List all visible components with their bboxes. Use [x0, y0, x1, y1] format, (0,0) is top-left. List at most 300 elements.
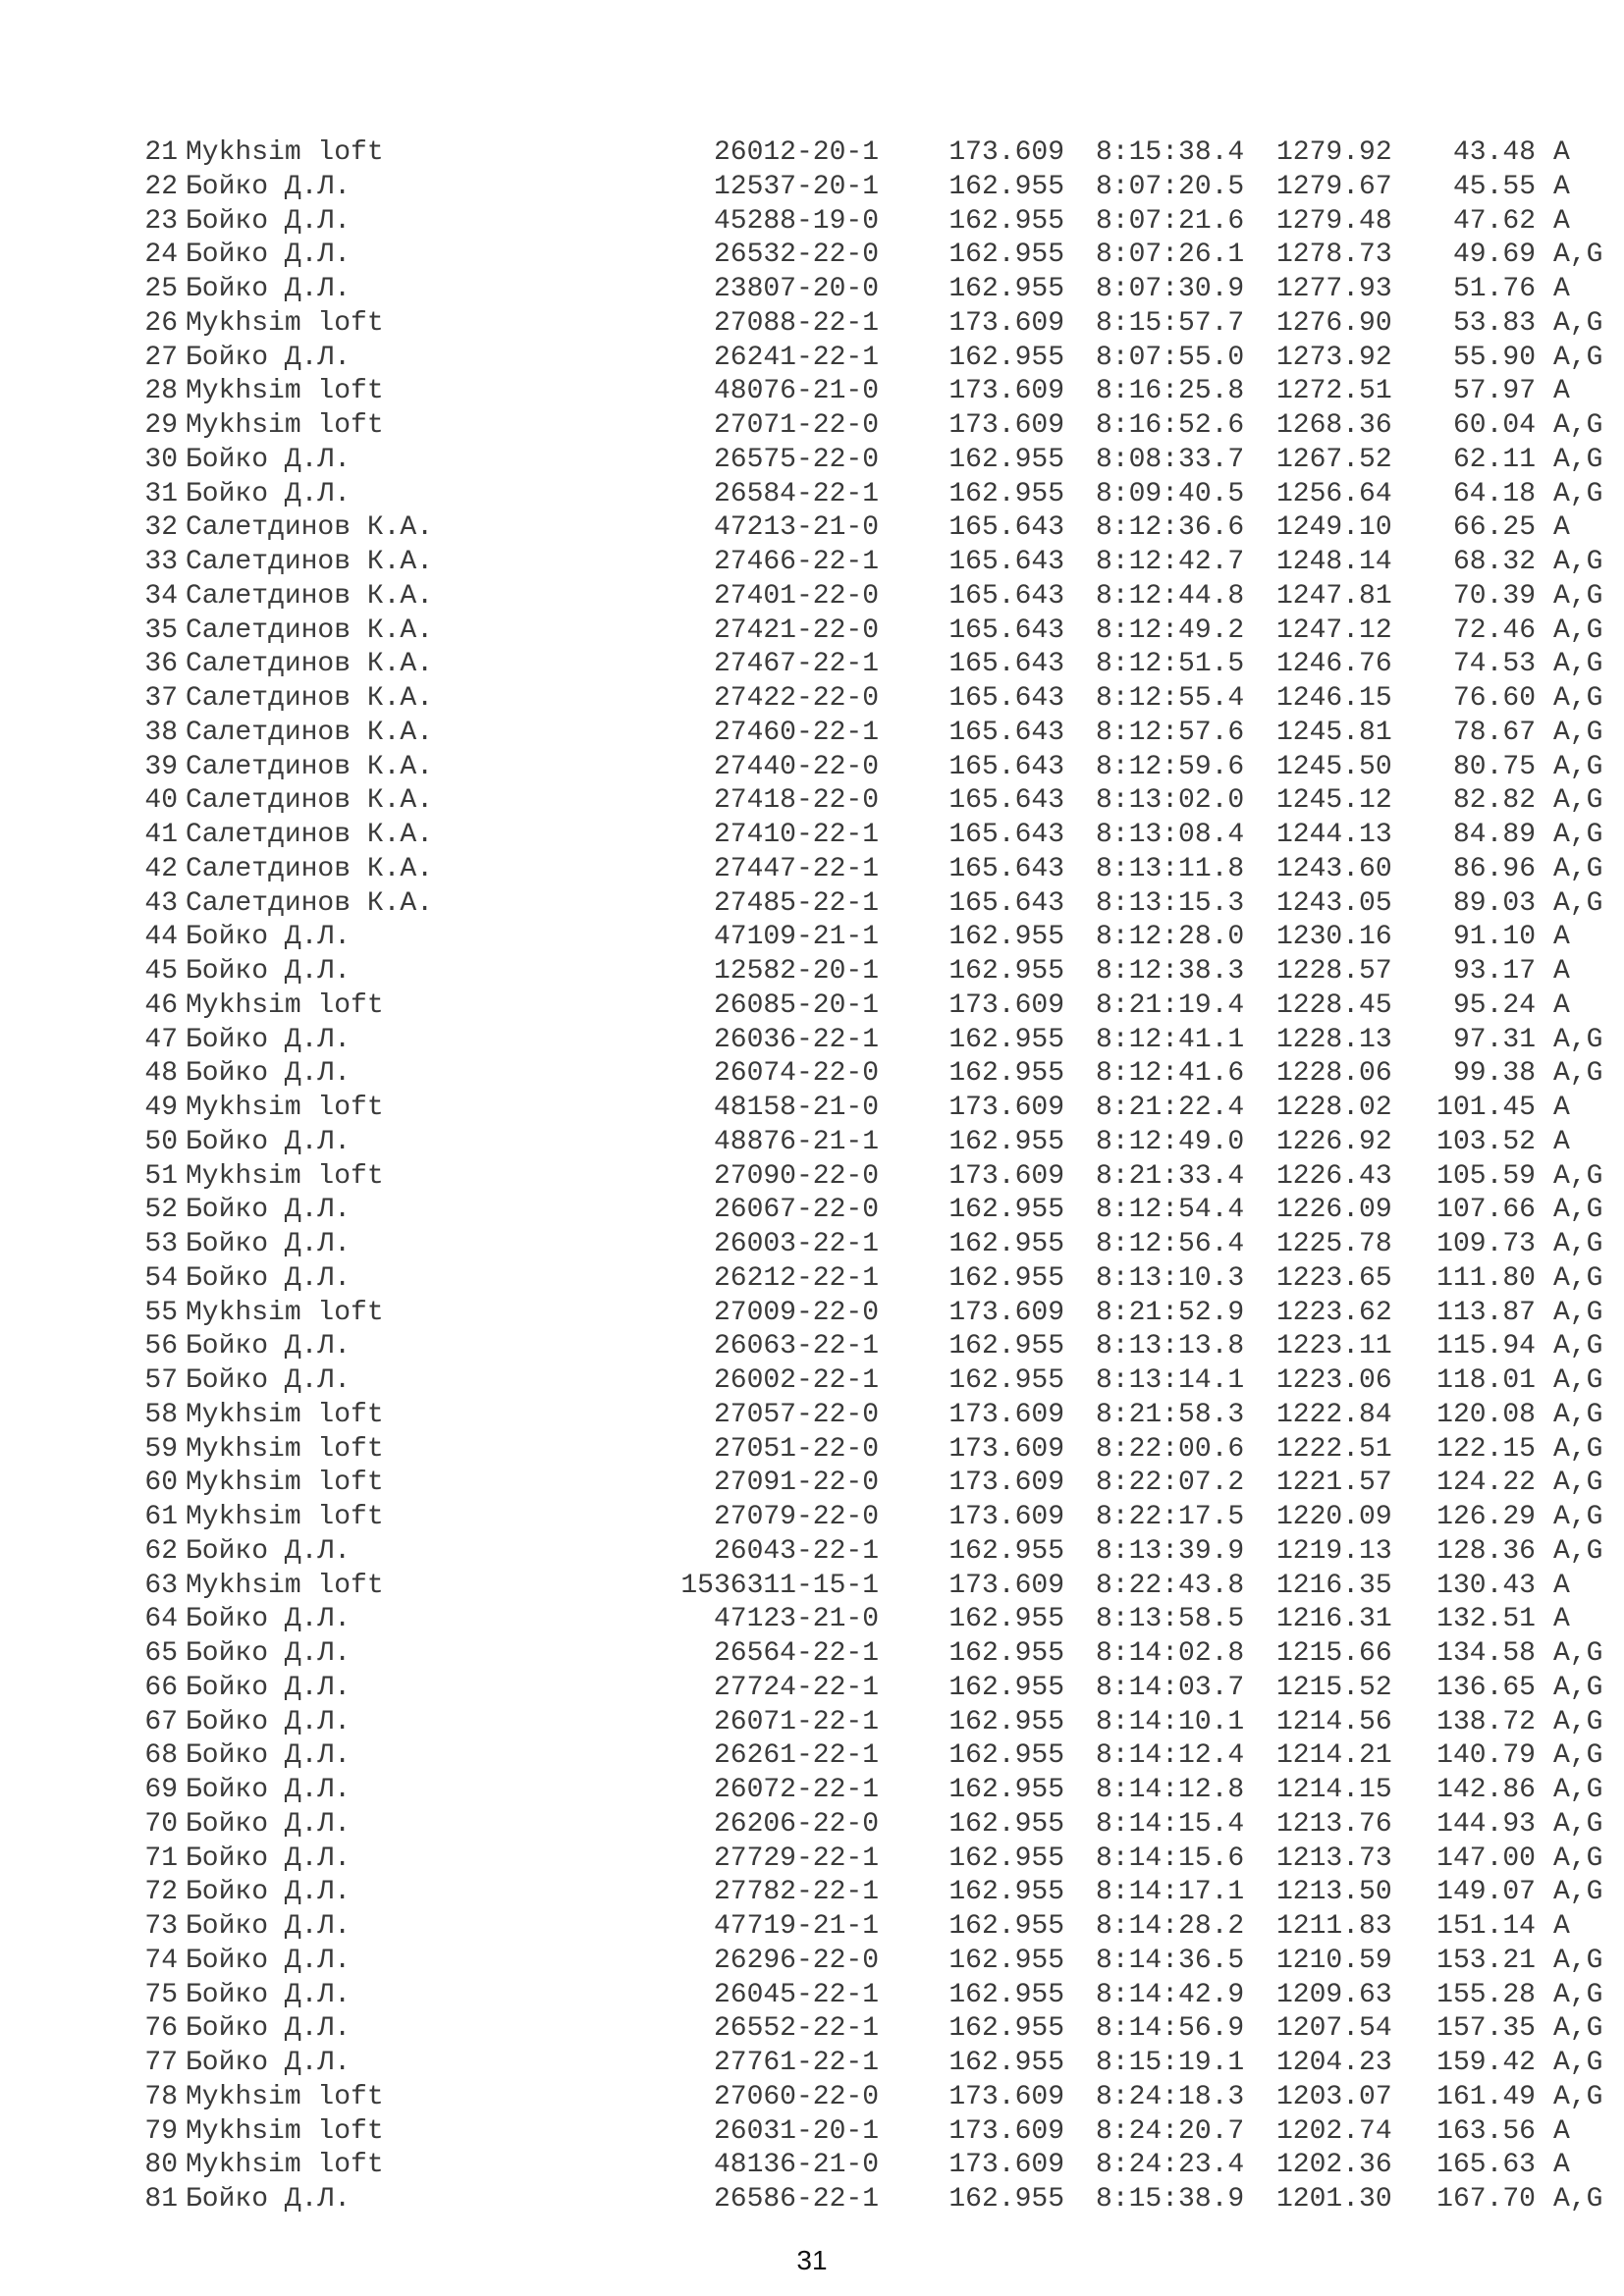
distance-cell: 162.955 — [948, 342, 1064, 373]
fancier-cell: Бойко Д.Л. — [186, 1877, 352, 1908]
fancier-cell: Бойко Д.Л. — [186, 2048, 352, 2078]
ring-cell: 26043-22-1 — [713, 1535, 879, 1567]
place-cell: 57 — [144, 1365, 178, 1396]
table-row — [131, 989, 1570, 1024]
flags-cell: A — [1553, 922, 1570, 953]
speed-cell: 1248.14 — [1276, 547, 1392, 577]
flags-cell: A,G — [1553, 717, 1603, 748]
fancier-cell: Бойко Д.Л. — [186, 1775, 352, 1805]
arrival-time-cell: 8:22:17.5 — [1096, 1502, 1245, 1532]
points-cell: 153.21 — [1436, 1945, 1536, 1976]
place-cell: 70 — [144, 1808, 178, 1840]
ring-cell: 27009-22-0 — [713, 1297, 879, 1328]
distance-cell: 162.955 — [948, 1672, 1064, 1703]
table-row — [131, 1876, 1603, 1910]
place-cell: 77 — [144, 2048, 178, 2078]
distance-cell: 162.955 — [948, 1195, 1064, 1226]
ring-cell: 27761-22-1 — [713, 2048, 879, 2078]
table-row — [131, 444, 1603, 478]
ring-cell: 27057-22-0 — [713, 1399, 879, 1430]
place-cell: 51 — [144, 1160, 178, 1192]
place-cell: 61 — [144, 1502, 178, 1532]
speed-cell: 1225.78 — [1276, 1229, 1392, 1259]
points-cell: 86.96 — [1452, 853, 1536, 884]
ring-cell: 26036-22-1 — [713, 1024, 879, 1055]
flags-cell: A,G — [1553, 1706, 1603, 1737]
arrival-time-cell: 8:22:07.2 — [1096, 1468, 1245, 1499]
distance-cell: 173.609 — [948, 1399, 1064, 1430]
ring-cell: 26532-22-0 — [713, 240, 879, 271]
fancier-cell: Бойко Д.Л. — [186, 2013, 352, 2045]
place-cell: 37 — [144, 683, 178, 714]
arrival-time-cell: 8:07:55.0 — [1096, 342, 1245, 373]
place-cell: 30 — [144, 444, 178, 475]
place-cell: 71 — [144, 1842, 178, 1874]
flags-cell: A,G — [1553, 1638, 1603, 1669]
speed-cell: 1244.13 — [1276, 820, 1392, 850]
arrival-time-cell: 8:14:03.7 — [1096, 1672, 1245, 1703]
distance-cell: 162.955 — [948, 1024, 1064, 1055]
place-cell: 25 — [144, 274, 178, 304]
points-cell: 97.31 — [1452, 1024, 1536, 1055]
speed-cell: 1221.57 — [1276, 1468, 1392, 1499]
flags-cell: A — [1553, 512, 1570, 544]
points-cell: 126.29 — [1436, 1502, 1536, 1532]
points-cell: 45.55 — [1452, 171, 1536, 202]
distance-cell: 162.955 — [948, 1365, 1064, 1396]
arrival-time-cell: 8:12:59.6 — [1096, 751, 1245, 782]
table-row — [131, 1297, 1603, 1331]
table-row — [131, 511, 1570, 546]
distance-cell: 162.955 — [948, 1775, 1064, 1805]
fancier-cell: Салетдинов К.А. — [186, 547, 434, 577]
place-cell: 66 — [144, 1672, 178, 1703]
table-row — [131, 648, 1603, 682]
distance-cell: 173.609 — [948, 1433, 1064, 1465]
points-cell: 136.65 — [1436, 1672, 1536, 1703]
arrival-time-cell: 8:14:02.8 — [1096, 1638, 1245, 1669]
ring-cell: 27460-22-1 — [713, 717, 879, 748]
flags-cell: A,G — [1553, 1058, 1603, 1090]
distance-cell: 162.955 — [948, 2013, 1064, 2045]
page-number: 31 — [796, 2245, 828, 2275]
fancier-cell: Mykhsim loft — [186, 1570, 384, 1601]
place-cell: 60 — [144, 1468, 178, 1499]
points-cell: 95.24 — [1452, 989, 1536, 1021]
distance-cell: 173.609 — [948, 1502, 1064, 1532]
table-row — [131, 171, 1570, 205]
ring-cell: 26085-20-1 — [713, 989, 879, 1021]
place-cell: 40 — [144, 785, 178, 817]
distance-cell: 165.643 — [948, 887, 1064, 919]
speed-cell: 1202.74 — [1276, 2115, 1392, 2147]
fancier-cell: Бойко Д.Л. — [186, 1126, 352, 1157]
distance-cell: 165.643 — [948, 512, 1064, 544]
distance-cell: 162.955 — [948, 2048, 1064, 2078]
place-cell: 79 — [144, 2115, 178, 2147]
table-row — [131, 1637, 1603, 1672]
place-cell: 53 — [144, 1229, 178, 1259]
distance-cell: 173.609 — [948, 1297, 1064, 1328]
place-cell: 63 — [144, 1570, 178, 1601]
flags-cell: A,G — [1553, 1433, 1603, 1465]
arrival-time-cell: 8:09:40.5 — [1096, 478, 1245, 509]
speed-cell: 1223.06 — [1276, 1365, 1392, 1396]
ring-cell: 27724-22-1 — [713, 1672, 879, 1703]
ring-cell: 12537-20-1 — [713, 171, 879, 202]
distance-cell: 162.955 — [948, 274, 1064, 304]
ring-cell: 27421-22-0 — [713, 614, 879, 646]
distance-cell: 162.955 — [948, 922, 1064, 953]
fancier-cell: Бойко Д.Л. — [186, 1945, 352, 1976]
fancier-cell: Бойко Д.Л. — [186, 1842, 352, 1874]
speed-cell: 1247.81 — [1276, 580, 1392, 612]
fancier-cell: Mykhsim loft — [186, 1093, 384, 1123]
arrival-time-cell: 8:24:20.7 — [1096, 2115, 1245, 2147]
points-cell: 105.59 — [1436, 1160, 1536, 1192]
points-cell: 109.73 — [1436, 1229, 1536, 1259]
table-row — [131, 1672, 1603, 1706]
points-cell: 57.97 — [1452, 376, 1536, 407]
points-cell: 144.93 — [1436, 1808, 1536, 1840]
arrival-time-cell: 8:14:17.1 — [1096, 1877, 1245, 1908]
place-cell: 27 — [144, 342, 178, 373]
flags-cell: A,G — [1553, 547, 1603, 577]
place-cell: 76 — [144, 2013, 178, 2045]
table-row — [131, 2149, 1570, 2183]
flags-cell: A,G — [1553, 478, 1603, 509]
arrival-time-cell: 8:12:56.4 — [1096, 1229, 1245, 1259]
points-cell: 43.48 — [1452, 137, 1536, 168]
distance-cell: 162.955 — [948, 1808, 1064, 1840]
table-row — [131, 955, 1570, 989]
table-row — [131, 751, 1603, 785]
arrival-time-cell: 8:15:38.9 — [1096, 2184, 1245, 2215]
place-cell: 56 — [144, 1331, 178, 1362]
ring-cell: 27079-22-0 — [713, 1502, 879, 1532]
arrival-time-cell: 8:14:12.4 — [1096, 1740, 1245, 1772]
table-row — [131, 1739, 1603, 1774]
flags-cell: A,G — [1553, 1535, 1603, 1567]
arrival-time-cell: 8:07:20.5 — [1096, 171, 1245, 202]
fancier-cell: Салетдинов К.А. — [186, 820, 434, 850]
arrival-time-cell: 8:21:58.3 — [1096, 1399, 1245, 1430]
speed-cell: 1226.92 — [1276, 1126, 1392, 1157]
points-cell: 62.11 — [1452, 444, 1536, 475]
place-cell: 81 — [144, 2184, 178, 2215]
flags-cell: A — [1553, 989, 1570, 1021]
place-cell: 23 — [144, 205, 178, 237]
flags-cell: A,G — [1553, 1468, 1603, 1499]
distance-cell: 173.609 — [948, 376, 1064, 407]
ring-cell: 48158-21-0 — [713, 1093, 879, 1123]
speed-cell: 1226.43 — [1276, 1160, 1392, 1192]
points-cell: 49.69 — [1452, 240, 1536, 271]
flags-cell: A — [1553, 956, 1570, 987]
distance-cell: 162.955 — [948, 1706, 1064, 1737]
place-cell: 72 — [144, 1877, 178, 1908]
flags-cell: A,G — [1553, 853, 1603, 884]
points-cell: 68.32 — [1452, 547, 1536, 577]
table-row — [131, 1570, 1570, 1604]
table-row — [131, 1160, 1603, 1195]
distance-cell: 173.609 — [948, 137, 1064, 168]
flags-cell: A,G — [1553, 1842, 1603, 1874]
arrival-time-cell: 8:08:33.7 — [1096, 444, 1245, 475]
speed-cell: 1213.50 — [1276, 1877, 1392, 1908]
fancier-cell: Бойко Д.Л. — [186, 1979, 352, 2010]
table-row — [131, 375, 1570, 409]
fancier-cell: Бойко Д.Л. — [186, 1808, 352, 1840]
ring-cell: 48076-21-0 — [713, 376, 879, 407]
place-cell: 39 — [144, 751, 178, 782]
place-cell: 46 — [144, 989, 178, 1021]
arrival-time-cell: 8:07:21.6 — [1096, 205, 1245, 237]
ring-cell: 26063-22-1 — [713, 1331, 879, 1362]
points-cell: 101.45 — [1436, 1093, 1536, 1123]
points-cell: 130.43 — [1436, 1570, 1536, 1601]
flags-cell: A — [1553, 1126, 1570, 1157]
place-cell: 54 — [144, 1262, 178, 1294]
place-cell: 73 — [144, 1911, 178, 1942]
speed-cell: 1245.81 — [1276, 717, 1392, 748]
fancier-cell: Бойко Д.Л. — [186, 342, 352, 373]
fancier-cell: Mykhsim loft — [186, 1399, 384, 1430]
fancier-cell: Mykhsim loft — [186, 1297, 384, 1328]
distance-cell: 162.955 — [948, 1262, 1064, 1294]
ring-cell: 27091-22-0 — [713, 1468, 879, 1499]
speed-cell: 1256.64 — [1276, 478, 1392, 509]
speed-cell: 1216.31 — [1276, 1604, 1392, 1635]
arrival-time-cell: 8:13:58.5 — [1096, 1604, 1245, 1635]
points-cell: 122.15 — [1436, 1433, 1536, 1465]
place-cell: 55 — [144, 1297, 178, 1328]
flags-cell: A,G — [1553, 1365, 1603, 1396]
points-cell: 47.62 — [1452, 205, 1536, 237]
speed-cell: 1220.09 — [1276, 1502, 1392, 1532]
ring-cell: 27447-22-1 — [713, 853, 879, 884]
table-row — [131, 1057, 1603, 1092]
arrival-time-cell: 8:12:55.4 — [1096, 683, 1245, 714]
points-cell: 111.80 — [1436, 1262, 1536, 1294]
speed-cell: 1214.56 — [1276, 1706, 1392, 1737]
arrival-time-cell: 8:24:18.3 — [1096, 2081, 1245, 2112]
flags-cell: A,G — [1553, 1502, 1603, 1532]
points-cell: 159.42 — [1436, 2048, 1536, 2078]
fancier-cell: Mykhsim loft — [186, 2081, 384, 2112]
speed-cell: 1209.63 — [1276, 1979, 1392, 2010]
speed-cell: 1245.12 — [1276, 785, 1392, 817]
distance-cell: 173.609 — [948, 1468, 1064, 1499]
arrival-time-cell: 8:13:39.9 — [1096, 1535, 1245, 1567]
points-cell: 140.79 — [1436, 1740, 1536, 1772]
distance-cell: 162.955 — [948, 478, 1064, 509]
flags-cell: A,G — [1553, 683, 1603, 714]
fancier-cell: Mykhsim loft — [186, 2150, 384, 2181]
table-row — [131, 580, 1603, 614]
ring-cell: 27060-22-0 — [713, 2081, 879, 2112]
flags-cell: A — [1553, 1093, 1570, 1123]
place-cell: 52 — [144, 1195, 178, 1226]
distance-cell: 165.643 — [948, 683, 1064, 714]
distance-cell: 173.609 — [948, 307, 1064, 339]
distance-cell: 165.643 — [948, 785, 1064, 817]
ring-cell: 48136-21-0 — [713, 2150, 879, 2181]
distance-cell: 165.643 — [948, 580, 1064, 612]
arrival-time-cell: 8:12:28.0 — [1096, 922, 1245, 953]
table-row — [131, 2012, 1603, 2047]
arrival-time-cell: 8:22:43.8 — [1096, 1570, 1245, 1601]
ring-cell: 26564-22-1 — [713, 1638, 879, 1669]
distance-cell: 162.955 — [948, 1911, 1064, 1942]
ring-cell: 26296-22-0 — [713, 1945, 879, 1976]
place-cell: 49 — [144, 1093, 178, 1123]
arrival-time-cell: 8:21:33.4 — [1096, 1160, 1245, 1192]
ring-cell: 26003-22-1 — [713, 1229, 879, 1259]
arrival-time-cell: 8:14:15.4 — [1096, 1808, 1245, 1840]
speed-cell: 1223.62 — [1276, 1297, 1392, 1328]
distance-cell: 165.643 — [948, 649, 1064, 680]
fancier-cell: Бойко Д.Л. — [186, 1058, 352, 1090]
ring-cell: 27090-22-0 — [713, 1160, 879, 1192]
ring-cell: 27051-22-0 — [713, 1433, 879, 1465]
table-row — [131, 1330, 1603, 1364]
place-cell: 45 — [144, 956, 178, 987]
table-row — [131, 1910, 1570, 1945]
flags-cell: A,G — [1553, 1740, 1603, 1772]
fancier-cell: Салетдинов К.А. — [186, 649, 434, 680]
arrival-time-cell: 8:07:30.9 — [1096, 274, 1245, 304]
place-cell: 59 — [144, 1433, 178, 1465]
fancier-cell: Mykhsim loft — [186, 376, 384, 407]
ring-cell: 26241-22-1 — [713, 342, 879, 373]
place-cell: 47 — [144, 1024, 178, 1055]
speed-cell: 1228.13 — [1276, 1024, 1392, 1055]
speed-cell: 1226.09 — [1276, 1195, 1392, 1226]
fancier-cell: Бойко Д.Л. — [186, 478, 352, 509]
flags-cell: A,G — [1553, 785, 1603, 817]
place-cell: 78 — [144, 2081, 178, 2112]
ring-cell: 26012-20-1 — [713, 137, 879, 168]
table-row — [131, 239, 1603, 273]
table-row — [131, 1433, 1603, 1468]
fancier-cell: Салетдинов К.А. — [186, 717, 434, 748]
speed-cell: 1203.07 — [1276, 2081, 1392, 2112]
speed-cell: 1202.36 — [1276, 2150, 1392, 2181]
distance-cell: 162.955 — [948, 1638, 1064, 1669]
arrival-time-cell: 8:13:15.3 — [1096, 887, 1245, 919]
flags-cell: A,G — [1553, 342, 1603, 373]
points-cell: 151.14 — [1436, 1911, 1536, 1942]
ring-cell: 26575-22-0 — [713, 444, 879, 475]
fancier-cell: Бойко Д.Л. — [186, 1706, 352, 1737]
place-cell: 69 — [144, 1775, 178, 1805]
arrival-time-cell: 8:14:12.8 — [1096, 1775, 1245, 1805]
table-row — [131, 1808, 1603, 1842]
fancier-cell: Бойко Д.Л. — [186, 922, 352, 953]
table-row — [131, 1467, 1603, 1501]
flags-cell: A,G — [1553, 1808, 1603, 1840]
speed-cell: 1211.83 — [1276, 1911, 1392, 1942]
table-row — [131, 2115, 1570, 2150]
table-row — [131, 1364, 1603, 1399]
arrival-time-cell: 8:12:41.6 — [1096, 1058, 1245, 1090]
table-row — [131, 1945, 1603, 1979]
distance-cell: 173.609 — [948, 2081, 1064, 2112]
flags-cell: A — [1553, 137, 1570, 168]
speed-cell: 1228.02 — [1276, 1093, 1392, 1123]
arrival-time-cell: 8:12:49.2 — [1096, 614, 1245, 646]
flags-cell: A,G — [1553, 410, 1603, 441]
flags-cell: A,G — [1553, 1979, 1603, 2010]
arrival-time-cell: 8:16:52.6 — [1096, 410, 1245, 441]
speed-cell: 1230.16 — [1276, 922, 1392, 953]
speed-cell: 1243.05 — [1276, 887, 1392, 919]
arrival-time-cell: 8:21:52.9 — [1096, 1297, 1245, 1328]
fancier-cell: Салетдинов К.А. — [186, 887, 434, 919]
ring-cell: 27467-22-1 — [713, 649, 879, 680]
ring-cell: 26212-22-1 — [713, 1262, 879, 1294]
arrival-time-cell: 8:12:42.7 — [1096, 547, 1245, 577]
flags-cell: A,G — [1553, 1262, 1603, 1294]
place-cell: 43 — [144, 887, 178, 919]
points-cell: 89.03 — [1452, 887, 1536, 919]
points-cell: 138.72 — [1436, 1706, 1536, 1737]
distance-cell: 173.609 — [948, 989, 1064, 1021]
ring-cell: 47123-21-0 — [713, 1604, 879, 1635]
flags-cell: A,G — [1553, 1399, 1603, 1430]
fancier-cell: Mykhsim loft — [186, 307, 384, 339]
ring-cell: 26071-22-1 — [713, 1706, 879, 1737]
table-row — [131, 853, 1603, 887]
distance-cell: 173.609 — [948, 2150, 1064, 2181]
speed-cell: 1215.52 — [1276, 1672, 1392, 1703]
distance-cell: 162.955 — [948, 1945, 1064, 1976]
arrival-time-cell: 8:14:56.9 — [1096, 2013, 1245, 2045]
flags-cell: A,G — [1553, 1775, 1603, 1805]
place-cell: 67 — [144, 1706, 178, 1737]
place-cell: 41 — [144, 820, 178, 850]
arrival-time-cell: 8:15:38.4 — [1096, 137, 1245, 168]
fancier-cell: Бойко Д.Л. — [186, 171, 352, 202]
arrival-time-cell: 8:12:49.0 — [1096, 1126, 1245, 1157]
place-cell: 21 — [144, 137, 178, 168]
ring-cell: 26261-22-1 — [713, 1740, 879, 1772]
points-cell: 120.08 — [1436, 1399, 1536, 1430]
speed-cell: 1277.93 — [1276, 274, 1392, 304]
points-cell: 107.66 — [1436, 1195, 1536, 1226]
speed-cell: 1214.15 — [1276, 1775, 1392, 1805]
points-cell: 118.01 — [1436, 1365, 1536, 1396]
place-cell: 34 — [144, 580, 178, 612]
flags-cell: A — [1553, 1911, 1570, 1942]
speed-cell: 1228.57 — [1276, 956, 1392, 987]
place-cell: 68 — [144, 1740, 178, 1772]
speed-cell: 1228.06 — [1276, 1058, 1392, 1090]
distance-cell: 162.955 — [948, 1842, 1064, 1874]
table-row — [131, 1706, 1603, 1740]
speed-cell: 1279.92 — [1276, 137, 1392, 168]
distance-cell: 162.955 — [948, 205, 1064, 237]
points-cell: 93.17 — [1452, 956, 1536, 987]
speed-cell: 1272.51 — [1276, 376, 1392, 407]
points-cell: 142.86 — [1436, 1775, 1536, 1805]
fancier-cell: Салетдинов К.А. — [186, 751, 434, 782]
ring-cell: 47719-21-1 — [713, 1911, 879, 1942]
table-row — [131, 1126, 1570, 1160]
table-row — [131, 1024, 1603, 1058]
ring-cell: 26002-22-1 — [713, 1365, 879, 1396]
